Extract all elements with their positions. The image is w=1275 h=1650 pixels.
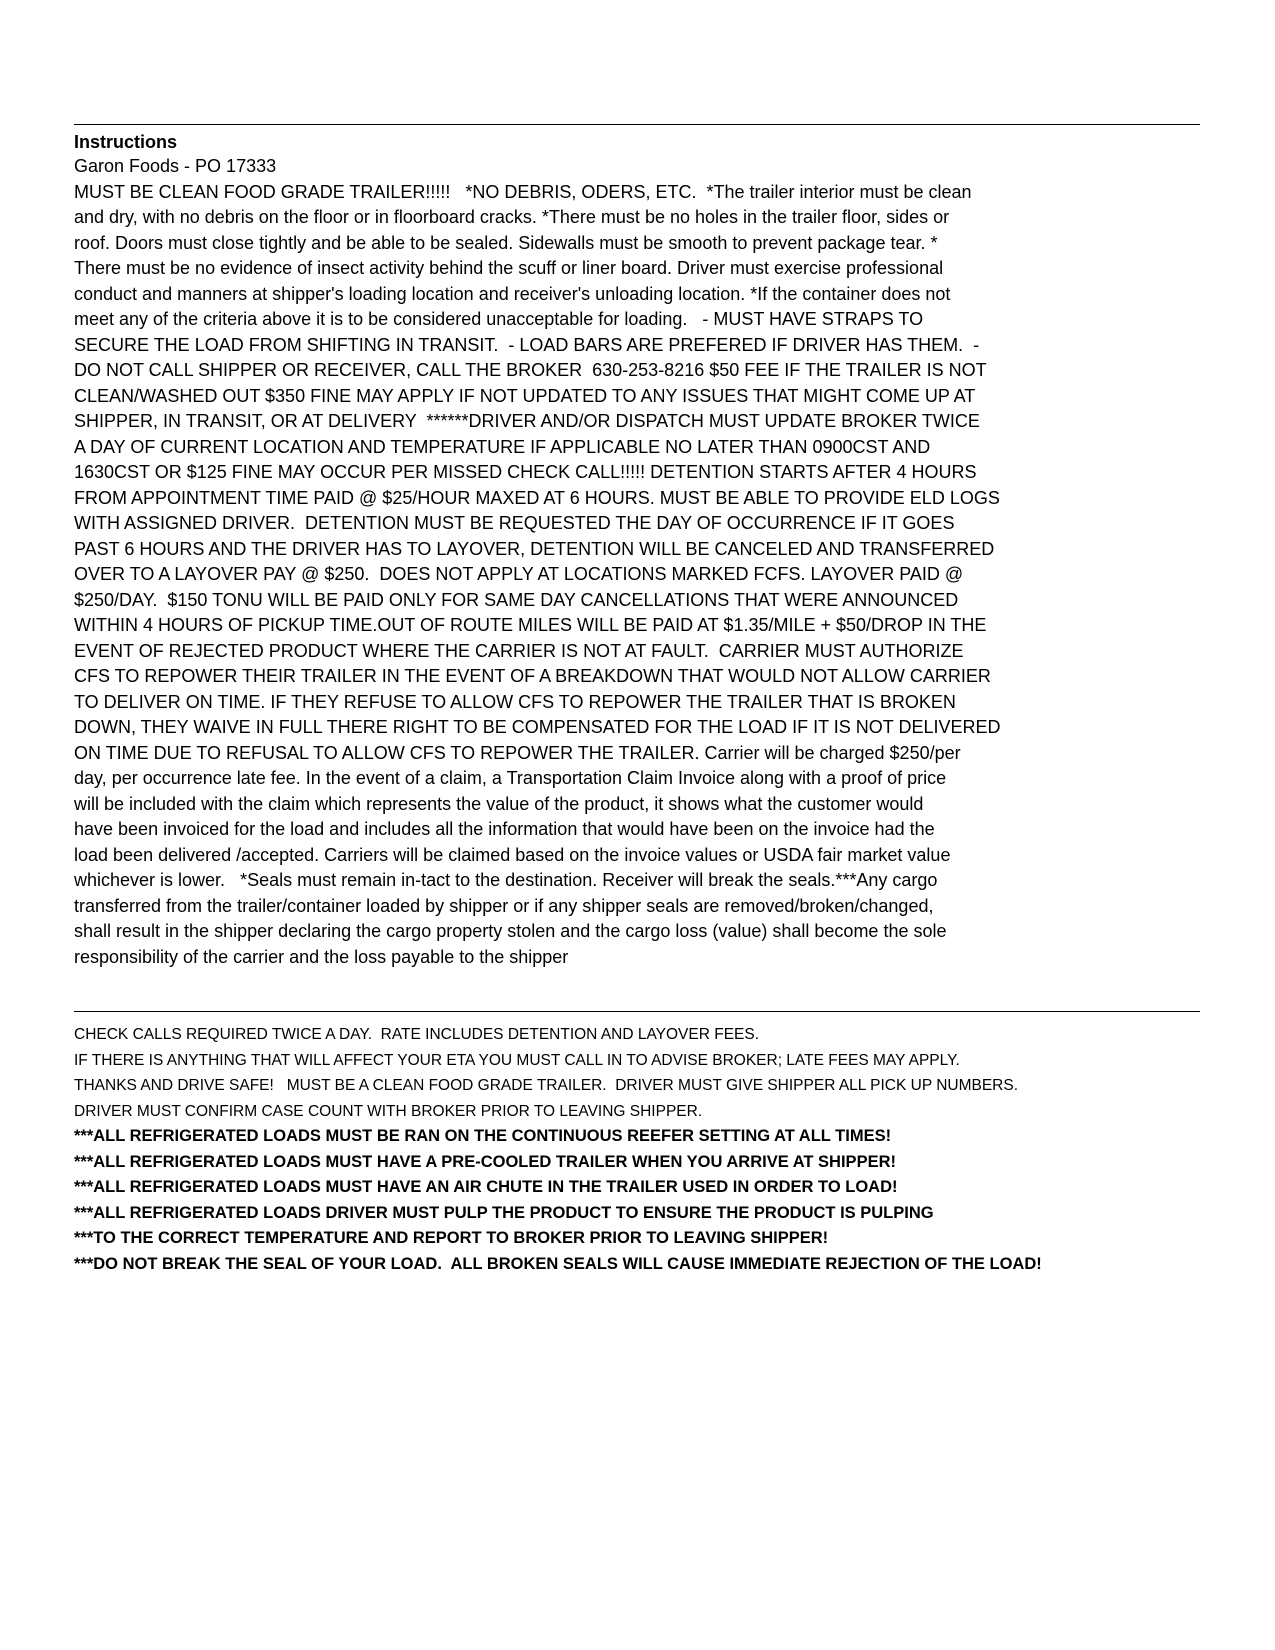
alert-line: ***ALL REFRIGERATED LOADS MUST HAVE AN AIR CHUTE IN THE TRAILER USED IN ORDER TO LOAD! [74,1178,898,1196]
top-divider [74,124,1200,125]
instructions-body-line: SHIPPER, IN TRANSIT, OR AT DELIVERY ******DRIVER AND/OR DISPATCH MUST UPDATE BROKER TWICE [74,411,980,431]
instructions-body-line: PAST 6 HOURS AND THE DRIVER HAS TO LAYOVER, DETENTION WILL BE CANCELED AND TRANSFERRED [74,538,995,559]
instructions-body-line: FROM APPOINTMENT TIME PAID @ $25/HOUR MAXED AT 6 HOURS. MUST BE ABLE TO PROVIDE ELD LOGS [74,487,1000,508]
po-line: Garon Foods - PO 17333 [74,156,277,176]
middle-divider [74,1011,1200,1012]
instructions-body-line: SECURE THE LOAD FROM SHIFTING IN TRANSIT. - LOAD BARS ARE PREFERED IF DRIVER HAS THEM. - [74,334,980,355]
alert-line: ***DO NOT BREAK THE SEAL OF YOUR LOAD. ALL BROKEN SEALS WILL CAUSE IMMEDIATE REJECTION OF THE LOAD! [74,1254,1042,1273]
instructions-body-line: conduct and manners at shipper's loading location and receiver's unloading location. *If the container does not [74,283,951,304]
instructions-body-line: CFS TO REPOWER THEIR TRAILER IN THE EVENT OF A BREAKDOWN THAT WOULD NOT ALLOW CARRIER [74,666,991,686]
instructions-body-line: day, per occurrence late fee. In the event of a claim, a Transportation Claim Invoice along with a proof of price [74,768,947,788]
instructions-body-line: WITHIN 4 HOURS OF PICKUP TIME.OUT OF ROUTE MILES WILL BE PAID AT $1.35/MILE + $50/DROP IN THE [74,615,987,635]
instructions-body-line: meet any of the criteria above it is to be considered unacceptable for loading. - MUST HAVE STRAPS TO [74,309,924,329]
instructions-body-line: CLEAN/WASHED OUT $350 FINE MAY APPLY IF NOT UPDATED TO ANY ISSUES THAT MIGHT COME UP AT [74,385,976,406]
instructions-body-line: 1630CST OR $125 FINE MAY OCCUR PER MISSED CHECK CALL!!!!! DETENTION STARTS AFTER 4 HOURS [74,462,977,482]
instructions-body-line: whichever is lower. *Seals must remain in-tact to the destination. Receiver will break the seals.***Any cargo [74,870,938,890]
alert-line: ***ALL REFRIGERATED LOADS MUST BE RAN ON THE CONTINUOUS REEFER SETTING AT ALL TIMES! [74,1127,892,1145]
note-line: DRIVER MUST CONFIRM CASE COUNT WITH BROKER PRIOR TO LEAVING SHIPPER. [74,1102,703,1120]
instructions-body-line: ON TIME DUE TO REFUSAL TO ALLOW CFS TO REPOWER THE TRAILER. Carrier will be charged $250/per [74,742,961,763]
instructions-body-line: have been invoiced for the load and includes all the information that would have been on the invoice had the [74,819,935,839]
instructions-body-line: DO NOT CALL SHIPPER OR RECEIVER, CALL THE BROKER 630-253-8216 $50 FEE IF THE TRAILER IS NOT [74,360,987,380]
instructions-body-line: will be included with the claim which represents the value of the product, it shows what the customer would [74,793,924,814]
instructions-body-line: EVENT OF REJECTED PRODUCT WHERE THE CARRIER IS NOT AT FAULT. CARRIER MUST AUTHORIZE [74,640,964,661]
instructions-body-line: load been delivered /accepted. Carriers will be claimed based on the invoice values or USDA fair market value [74,844,951,865]
notes-section [74,1022,1234,1277]
note-line: THANKS AND DRIVE SAFE! MUST BE A CLEAN FOOD GRADE TRAILER. DRIVER MUST GIVE SHIPPER ALL PICK UP NUMBERS. [74,1077,1019,1094]
alert-line: ***ALL REFRIGERATED LOADS MUST HAVE A PRE-COOLED TRAILER WHEN YOU ARRIVE AT SHIPPER! [74,1152,896,1171]
instructions-body-line: TO DELIVER ON TIME. IF THEY REFUSE TO ALLOW CFS TO REPOWER THE TRAILER THAT IS BROKEN [74,691,956,712]
instructions-body-line: responsibility of the carrier and the loss payable to the shipper [74,946,569,967]
instructions-body-line: There must be no evidence of insect activity behind the scuff or liner board. Driver must exercise professional [74,258,944,278]
note-line: CHECK CALLS REQUIRED TWICE A DAY. RATE INCLUDES DETENTION AND LAYOVER FEES. [74,1026,760,1043]
instructions-body-line: transferred from the trailer/container loaded by shipper or if any shipper seals are removed/broken/changed, [74,895,934,916]
instructions-body-line: MUST BE CLEAN FOOD GRADE TRAILER!!!!! *NO DEBRIS, ODERS, ETC. *The trailer interior must be clean [74,181,972,202]
instructions-heading: Instructions [74,132,178,152]
instructions-body-line: A DAY OF CURRENT LOCATION AND TEMPERATURE IF APPLICABLE NO LATER THAN 0900CST AND [74,436,931,457]
instructions-body-line: OVER TO A LAYOVER PAY @ $250. DOES NOT APPLY AT LOCATIONS MARKED FCFS. LAYOVER PAID @ [74,564,964,584]
instructions-body-line: shall result in the shipper declaring the cargo property stolen and the cargo loss (value) shall become the sole [74,921,947,941]
alert-line: ***ALL REFRIGERATED LOADS DRIVER MUST PULP THE PRODUCT TO ENSURE THE PRODUCT IS PULPING [74,1203,934,1222]
instructions-body-line: roof. Doors must close tightly and be able to be sealed. Sidewalls must be smooth to prevent package tear. * [74,232,938,253]
instructions-body-line: DOWN, THEY WAIVE IN FULL THERE RIGHT TO BE COMPENSATED FOR THE LOAD IF IT IS NOT DELIVERED [74,717,1001,737]
alert-line: ***TO THE CORRECT TEMPERATURE AND REPORT TO BROKER PRIOR TO LEAVING SHIPPER! [74,1229,829,1247]
note-line: IF THERE IS ANYTHING THAT WILL AFFECT YOUR ETA YOU MUST CALL IN TO ADVISE BROKER; LATE FEES MAY APPLY. [74,1051,960,1069]
instructions-body-line: WITH ASSIGNED DRIVER. DETENTION MUST BE REQUESTED THE DAY OF OCCURRENCE IF IT GOES [74,513,955,533]
instructions-body-line: and dry, with no debris on the floor or in floorboard cracks. *There must be no holes in the trailer floor, sides or [74,207,950,227]
instructions-body [74,180,1234,971]
instructions-body-line: $250/DAY. $150 TONU WILL BE PAID ONLY FOR SAME DAY CANCELLATIONS THAT WERE ANNOUNCED [74,589,959,610]
instructions-section [74,130,1234,970]
